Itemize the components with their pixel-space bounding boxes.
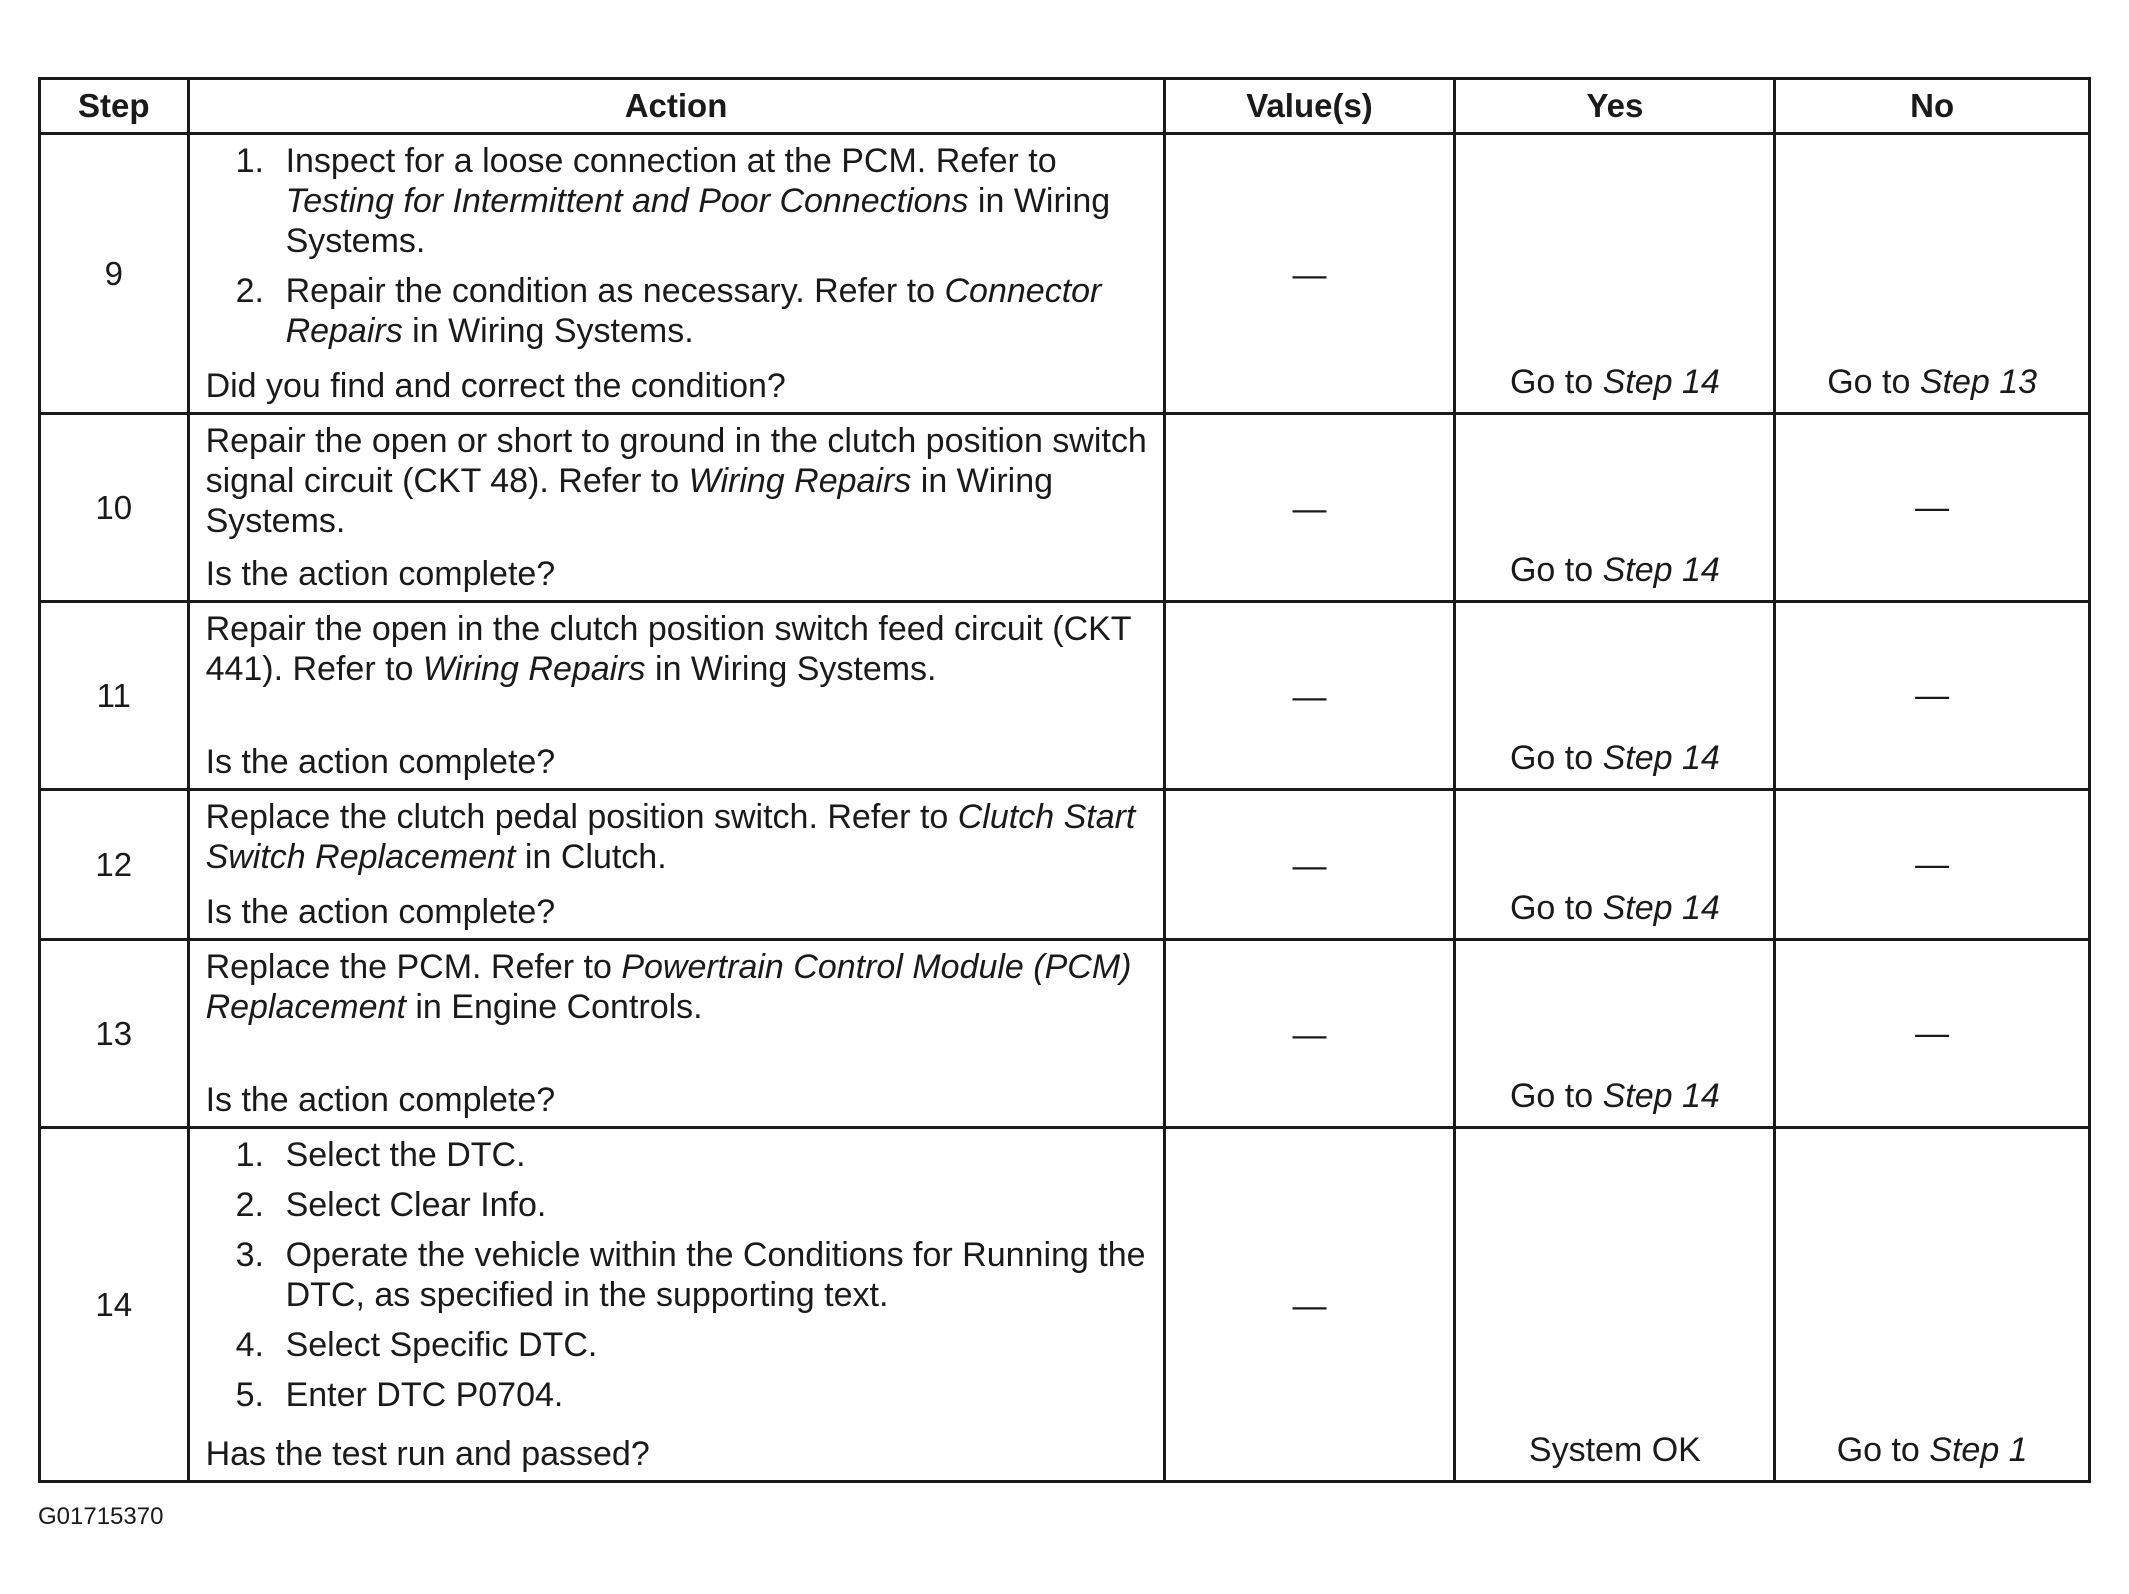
action-text: Replace the clutch pedal position switch. Refer to — [205, 798, 958, 836]
action-step-item — [206, 271, 1151, 351]
action-paragraph — [206, 947, 1151, 1027]
action-step-number: 1. — [235, 142, 264, 180]
action-text: Inspect for a loose connection at the PCM. Refer to — [285, 142, 1057, 180]
reference-link-text: Testing for Intermittent and Poor Connections — [285, 182, 969, 220]
no-cell — [1775, 134, 2090, 414]
step-number: 12 — [40, 790, 189, 940]
no-dash: — — [1915, 488, 1950, 526]
no-goto-text — [1776, 1431, 2088, 1470]
yes-step-link[interactable]: Step 14 — [1602, 551, 1720, 589]
action-steps-list — [206, 141, 1151, 351]
action-cell — [188, 134, 1164, 414]
yes-goto-prefix: System OK — [1528, 1431, 1701, 1469]
action-content — [190, 415, 1163, 600]
yes-goto-prefix: Go to — [1509, 363, 1603, 401]
action-step-number: 2. — [235, 1186, 264, 1224]
action-cell — [188, 790, 1164, 940]
no-dash: — — [1915, 845, 1950, 883]
value-cell — [1164, 134, 1455, 414]
action-paragraph — [206, 421, 1151, 541]
value-cell — [1164, 940, 1455, 1128]
step-number: 10 — [40, 414, 189, 602]
action-text: in Wiring Systems. — [402, 312, 694, 350]
diagnostic-table-container — [38, 77, 2091, 1483]
yes-goto-prefix: Go to — [1509, 1077, 1603, 1115]
header-values: Value(s) — [1164, 79, 1455, 134]
action-text: Select Specific DTC. — [285, 1326, 598, 1364]
yes-cell — [1455, 414, 1775, 602]
action-content — [190, 941, 1163, 1126]
reference-link-text: Clutch Start Switch Replacement — [205, 798, 1136, 876]
action-text: Enter DTC P0704. — [285, 1376, 564, 1414]
action-text: in Clutch. — [515, 838, 667, 876]
value-dash: — — [1292, 1286, 1327, 1325]
table-header-row — [40, 79, 2090, 134]
no-dash: — — [1915, 676, 1950, 714]
action-text: in Wiring Systems. — [645, 650, 937, 688]
header-no: No — [1775, 79, 2090, 134]
no-cell — [1775, 940, 2090, 1128]
no-cell — [1775, 1128, 2090, 1482]
reference-link-text: Wiring Repairs — [422, 650, 646, 688]
header-action: Action — [188, 79, 1164, 134]
yes-goto-prefix: Go to — [1509, 551, 1603, 589]
table-row — [40, 940, 2090, 1128]
action-text: Repair the condition as necessary. Refer to — [285, 272, 945, 310]
step-number: 13 — [40, 940, 189, 1128]
diagnostic-table — [38, 77, 2091, 1483]
action-step-item — [206, 1135, 1151, 1175]
action-step-number: 5. — [235, 1376, 264, 1414]
action-step-item — [206, 141, 1151, 261]
value-dash: — — [1292, 1015, 1327, 1054]
value-cell — [1164, 602, 1455, 790]
table-row — [40, 134, 2090, 414]
header-step: Step — [40, 79, 189, 134]
yes-step-link[interactable]: Step 14 — [1602, 1077, 1720, 1115]
action-step-number: 3. — [235, 1236, 264, 1274]
action-paragraph — [206, 609, 1151, 689]
yes-step-link[interactable]: Step 14 — [1602, 363, 1720, 401]
yes-cell — [1455, 790, 1775, 940]
no-goto-text — [1776, 363, 2088, 402]
action-question: Is the action complete? — [205, 893, 556, 931]
value-dash: — — [1292, 677, 1327, 716]
table-row — [40, 602, 2090, 790]
action-step-item — [206, 1375, 1151, 1415]
reference-link-text: Wiring Repairs — [688, 462, 912, 500]
action-text: in Wiring Systems. — [205, 462, 1054, 540]
action-content — [190, 1129, 1163, 1480]
value-dash: — — [1292, 489, 1327, 528]
action-text: Repair the open or short to ground in the clutch position switch signal circuit (CKT 48). Refer to — [205, 422, 1147, 500]
action-text: in Wiring Systems. — [285, 182, 1111, 260]
action-question: Is the action complete? — [205, 743, 556, 781]
table-row — [40, 790, 2090, 940]
action-step-item — [206, 1235, 1151, 1315]
action-step-number: 4. — [235, 1326, 264, 1364]
action-text: in Engine Controls. — [405, 988, 703, 1026]
yes-goto-text — [1456, 1077, 1773, 1116]
action-cell — [188, 414, 1164, 602]
yes-goto-text — [1456, 551, 1773, 590]
yes-goto-text — [1456, 1431, 1773, 1470]
yes-step-link[interactable]: Step 14 — [1602, 739, 1720, 777]
yes-goto-prefix: Go to — [1509, 739, 1603, 777]
no-cell — [1775, 602, 2090, 790]
action-content — [190, 603, 1163, 788]
yes-goto-text — [1456, 889, 1773, 928]
action-question: Has the test run and passed? — [205, 1435, 650, 1473]
action-text: Select Clear Info. — [285, 1186, 547, 1224]
yes-goto-prefix: Go to — [1509, 889, 1603, 927]
value-dash: — — [1292, 255, 1327, 294]
action-content — [190, 135, 1163, 412]
no-step-link[interactable]: Step 1 — [1929, 1431, 2028, 1469]
action-step-item — [206, 1185, 1151, 1225]
action-step-number: 2. — [235, 272, 264, 310]
yes-cell — [1455, 134, 1775, 414]
yes-goto-text — [1456, 363, 1773, 402]
value-cell — [1164, 414, 1455, 602]
no-dash: — — [1915, 1014, 1950, 1052]
yes-cell — [1455, 602, 1775, 790]
action-text: Replace the PCM. Refer to — [205, 948, 622, 986]
step-number: 11 — [40, 602, 189, 790]
no-goto-prefix: Go to — [1827, 363, 1920, 401]
step-number: 9 — [40, 134, 189, 414]
no-cell — [1775, 414, 2090, 602]
action-cell — [188, 1128, 1164, 1482]
figure-id: G01715370 — [38, 1503, 164, 1530]
action-paragraph — [206, 797, 1151, 877]
reference-link-text: Powertrain Control Module (PCM) Replacement — [205, 948, 1132, 1026]
action-question: Is the action complete? — [205, 555, 556, 593]
yes-cell — [1455, 1128, 1775, 1482]
action-text: Select the DTC. — [285, 1136, 526, 1174]
action-text: Repair the open in the clutch position switch feed circuit (CKT 441). Refer to — [205, 610, 1131, 688]
action-steps-list — [206, 1135, 1151, 1415]
header-yes: Yes — [1455, 79, 1775, 134]
table-body — [40, 134, 2090, 1482]
action-cell — [188, 940, 1164, 1128]
value-cell — [1164, 1128, 1455, 1482]
action-content — [190, 791, 1163, 938]
no-step-link[interactable]: Step 13 — [1919, 363, 2038, 401]
step-number: 14 — [40, 1128, 189, 1482]
value-cell — [1164, 790, 1455, 940]
table-row — [40, 1128, 2090, 1482]
action-cell — [188, 602, 1164, 790]
reference-link-text: Connector Repairs — [285, 272, 1102, 350]
yes-cell — [1455, 940, 1775, 1128]
value-dash: — — [1292, 846, 1327, 885]
no-goto-prefix: Go to — [1836, 1431, 1930, 1469]
action-question: Is the action complete? — [205, 1081, 556, 1119]
table-row — [40, 414, 2090, 602]
action-step-item — [206, 1325, 1151, 1365]
action-question: Did you find and correct the condition? — [205, 367, 786, 405]
action-step-number: 1. — [235, 1136, 264, 1174]
yes-goto-text — [1456, 739, 1773, 778]
action-text: Operate the vehicle within the Conditions for Running the DTC, as specified in the supporting text. — [285, 1236, 1146, 1314]
no-cell — [1775, 790, 2090, 940]
yes-step-link[interactable]: Step 14 — [1602, 889, 1720, 927]
